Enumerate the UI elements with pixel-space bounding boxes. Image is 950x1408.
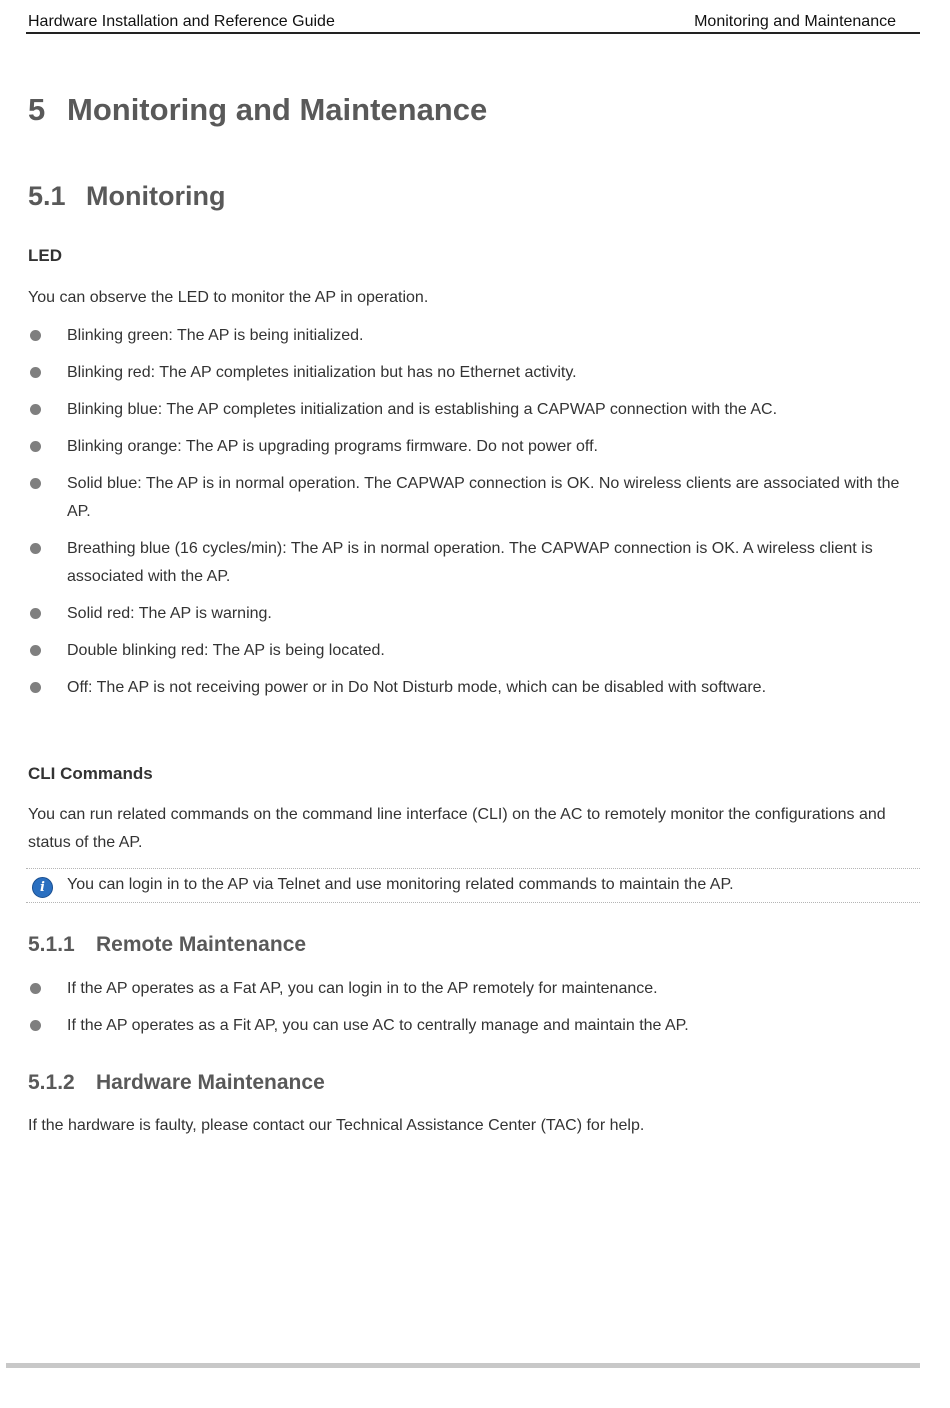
list-item: If the AP operates as a Fat AP, you can login in to the AP remotely for maintenance.: [28, 975, 920, 1003]
chapter-number: 5: [28, 92, 46, 127]
note-box: [26, 868, 920, 903]
list-item: Breathing blue (16 cycles/min): The AP is in normal operation. The CAPWAP connection is OK. A wireless client is associated with the AP.: [28, 535, 920, 591]
led-intro: You can observe the LED to monitor the AP in operation.: [28, 289, 429, 306]
bullet-icon: [30, 983, 41, 994]
chapter-title: Monitoring and Maintenance: [67, 92, 488, 127]
chapter-heading: [28, 92, 487, 128]
subsection-number: 5.1.2: [28, 1071, 75, 1094]
list-item: Blinking red: The AP completes initialization but has no Ethernet activity.: [28, 359, 920, 387]
bullet-icon: [30, 645, 41, 656]
running-header: [26, 12, 920, 34]
bullet-icon: [30, 682, 41, 693]
led-label: LED: [28, 246, 62, 265]
section-title: Monitoring: [86, 181, 226, 211]
header-chapter-title: Monitoring and Maintenance: [694, 13, 896, 30]
note-text: You can login in to the AP via Telnet and use monitoring related commands to maintain the AP.: [67, 876, 734, 893]
subsection-heading-remote: [28, 933, 306, 957]
list-item: Blinking blue: The AP completes initialization and is establishing a CAPWAP connection with the AC.: [28, 396, 920, 424]
section-number: 5.1: [28, 181, 66, 211]
list-item: Solid red: The AP is warning.: [28, 600, 920, 628]
subsection-heading-hardware: [28, 1071, 325, 1095]
hardware-text: If the hardware is faulty, please contact our Technical Assistance Center (TAC) for help.: [28, 1117, 645, 1134]
bullet-icon: [30, 404, 41, 415]
subsection-title: Remote Maintenance: [96, 933, 307, 956]
list-item: Blinking orange: The AP is upgrading programs firmware. Do not power off.: [28, 433, 920, 461]
bullet-icon: [30, 608, 41, 619]
bullet-icon: [30, 478, 41, 489]
info-icon: i: [32, 877, 53, 898]
footer-rule: [6, 1363, 920, 1368]
list-item: Blinking green: The AP is being initialized.: [28, 322, 920, 350]
list-item: Off: The AP is not receiving power or in Do Not Disturb mode, which can be disabled with software.: [28, 674, 920, 702]
list-item: If the AP operates as a Fit AP, you can use AC to centrally manage and maintain the AP.: [28, 1012, 920, 1040]
bullet-icon: [30, 330, 41, 341]
section-heading: [28, 181, 225, 212]
list-item: Solid blue: The AP is in normal operation. The CAPWAP connection is OK. No wireless clients are associated with the AP.: [28, 470, 920, 526]
bullet-icon: [30, 367, 41, 378]
cli-intro: You can run related commands on the command line interface (CLI) on the AC to remotely monitor the configurations and status of the AP.: [28, 806, 886, 851]
led-status-list: [28, 322, 920, 711]
bullet-icon: [30, 543, 41, 554]
header-guide-title: Hardware Installation and Reference Guide: [28, 13, 335, 30]
bullet-icon: [30, 1020, 41, 1031]
bullet-icon: [30, 441, 41, 452]
cli-label: CLI Commands: [28, 764, 153, 783]
subsection-number: 5.1.1: [28, 933, 75, 956]
list-item: Double blinking red: The AP is being located.: [28, 637, 920, 665]
subsection-title: Hardware Maintenance: [96, 1071, 325, 1094]
remote-maintenance-list: [28, 975, 920, 1049]
